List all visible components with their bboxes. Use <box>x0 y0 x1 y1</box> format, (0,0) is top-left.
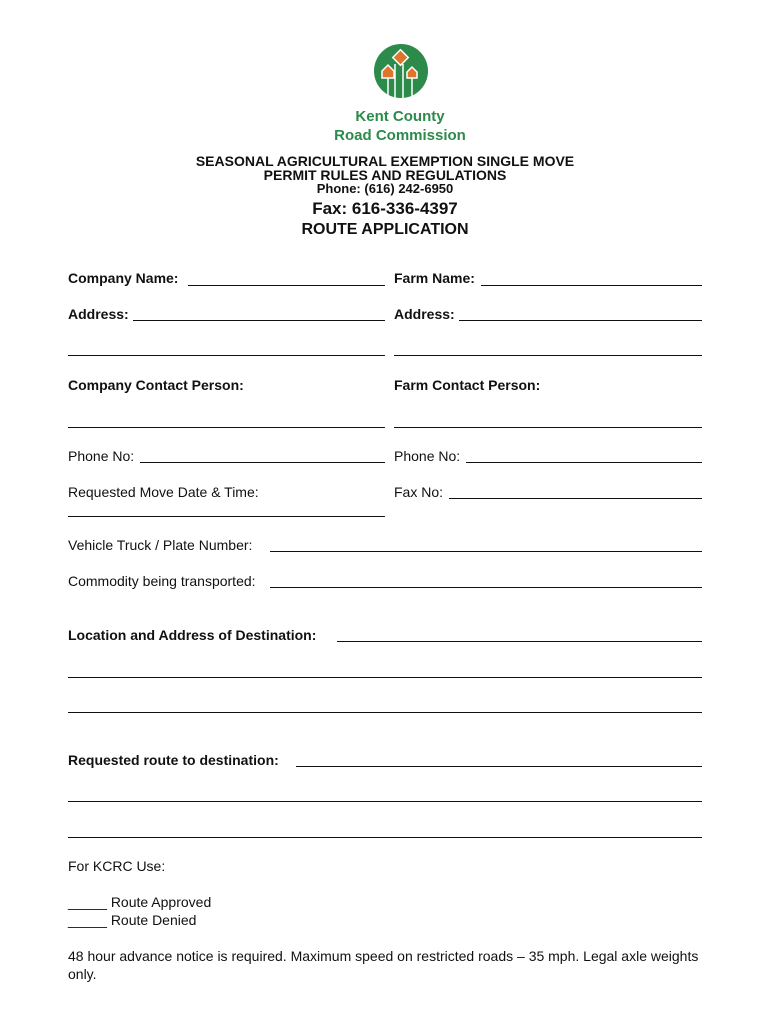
fax-no-label: Fax No: <box>394 484 444 500</box>
route-field[interactable] <box>296 766 702 767</box>
vehicle-field[interactable] <box>270 551 702 552</box>
fax-number: Fax: 616-336-4397 <box>312 199 458 218</box>
company-address-line2-field[interactable] <box>68 355 385 356</box>
company-name-label: Company Name: <box>68 270 179 286</box>
route-denied-option: _____ Route Denied <box>68 912 197 928</box>
fax-no-field[interactable] <box>449 498 702 499</box>
form-title: ROUTE APPLICATION <box>301 221 469 238</box>
farm-address-label: Address: <box>394 306 455 322</box>
kcrc-use-heading: For KCRC Use: <box>68 858 166 874</box>
company-contact-field[interactable] <box>68 427 385 428</box>
title-line1: SEASONAL AGRICULTURAL EXEMPTION SINGLE MOVE <box>195 153 575 169</box>
move-date-label: Requested Move Date & Time: <box>68 484 259 500</box>
farm-name-field[interactable] <box>481 285 702 286</box>
move-date-field[interactable] <box>68 516 385 517</box>
destination-label: Location and Address of Destination: <box>68 627 317 643</box>
advance-notice-text: 48 hour advance notice is required. Maximum speed on restricted roads – 35 mph. Legal axle weights only. <box>68 948 699 982</box>
route-line2-field[interactable] <box>68 801 702 802</box>
company-phone-field[interactable] <box>140 462 385 463</box>
company-phone-label: Phone No: <box>68 448 135 464</box>
route-line3-field[interactable] <box>68 837 702 838</box>
farm-name-label: Farm Name: <box>394 270 475 286</box>
company-name-field[interactable] <box>188 285 385 286</box>
route-label: Requested route to destination: <box>68 752 279 768</box>
kent-county-road-commission-logo <box>374 44 428 98</box>
commodity-field[interactable] <box>270 587 702 588</box>
farm-address-line2-field[interactable] <box>394 355 702 356</box>
route-approved-option: _____ Route Approved <box>68 894 212 910</box>
org-name-line1: Kent County <box>355 108 445 125</box>
title-line2: PERMIT RULES AND REGULATIONS <box>263 167 507 183</box>
farm-contact-label: Farm Contact Person: <box>394 377 541 393</box>
farm-contact-field[interactable] <box>394 427 702 428</box>
destination-line3-field[interactable] <box>68 712 702 713</box>
company-contact-label: Company Contact Person: <box>68 377 244 393</box>
destination-line2-field[interactable] <box>68 677 702 678</box>
farm-phone-label: Phone No: <box>394 448 461 464</box>
org-name-line2: Road Commission <box>334 127 466 144</box>
company-address-field[interactable] <box>133 320 385 321</box>
farm-address-field[interactable] <box>459 320 702 321</box>
phone-number: Phone: (616) 242-6950 <box>316 181 454 196</box>
farm-phone-field[interactable] <box>466 462 702 463</box>
vehicle-label: Vehicle Truck / Plate Number: <box>68 537 253 553</box>
commodity-label: Commodity being transported: <box>68 573 256 589</box>
company-address-label: Address: <box>68 306 129 322</box>
destination-field[interactable] <box>337 641 702 642</box>
